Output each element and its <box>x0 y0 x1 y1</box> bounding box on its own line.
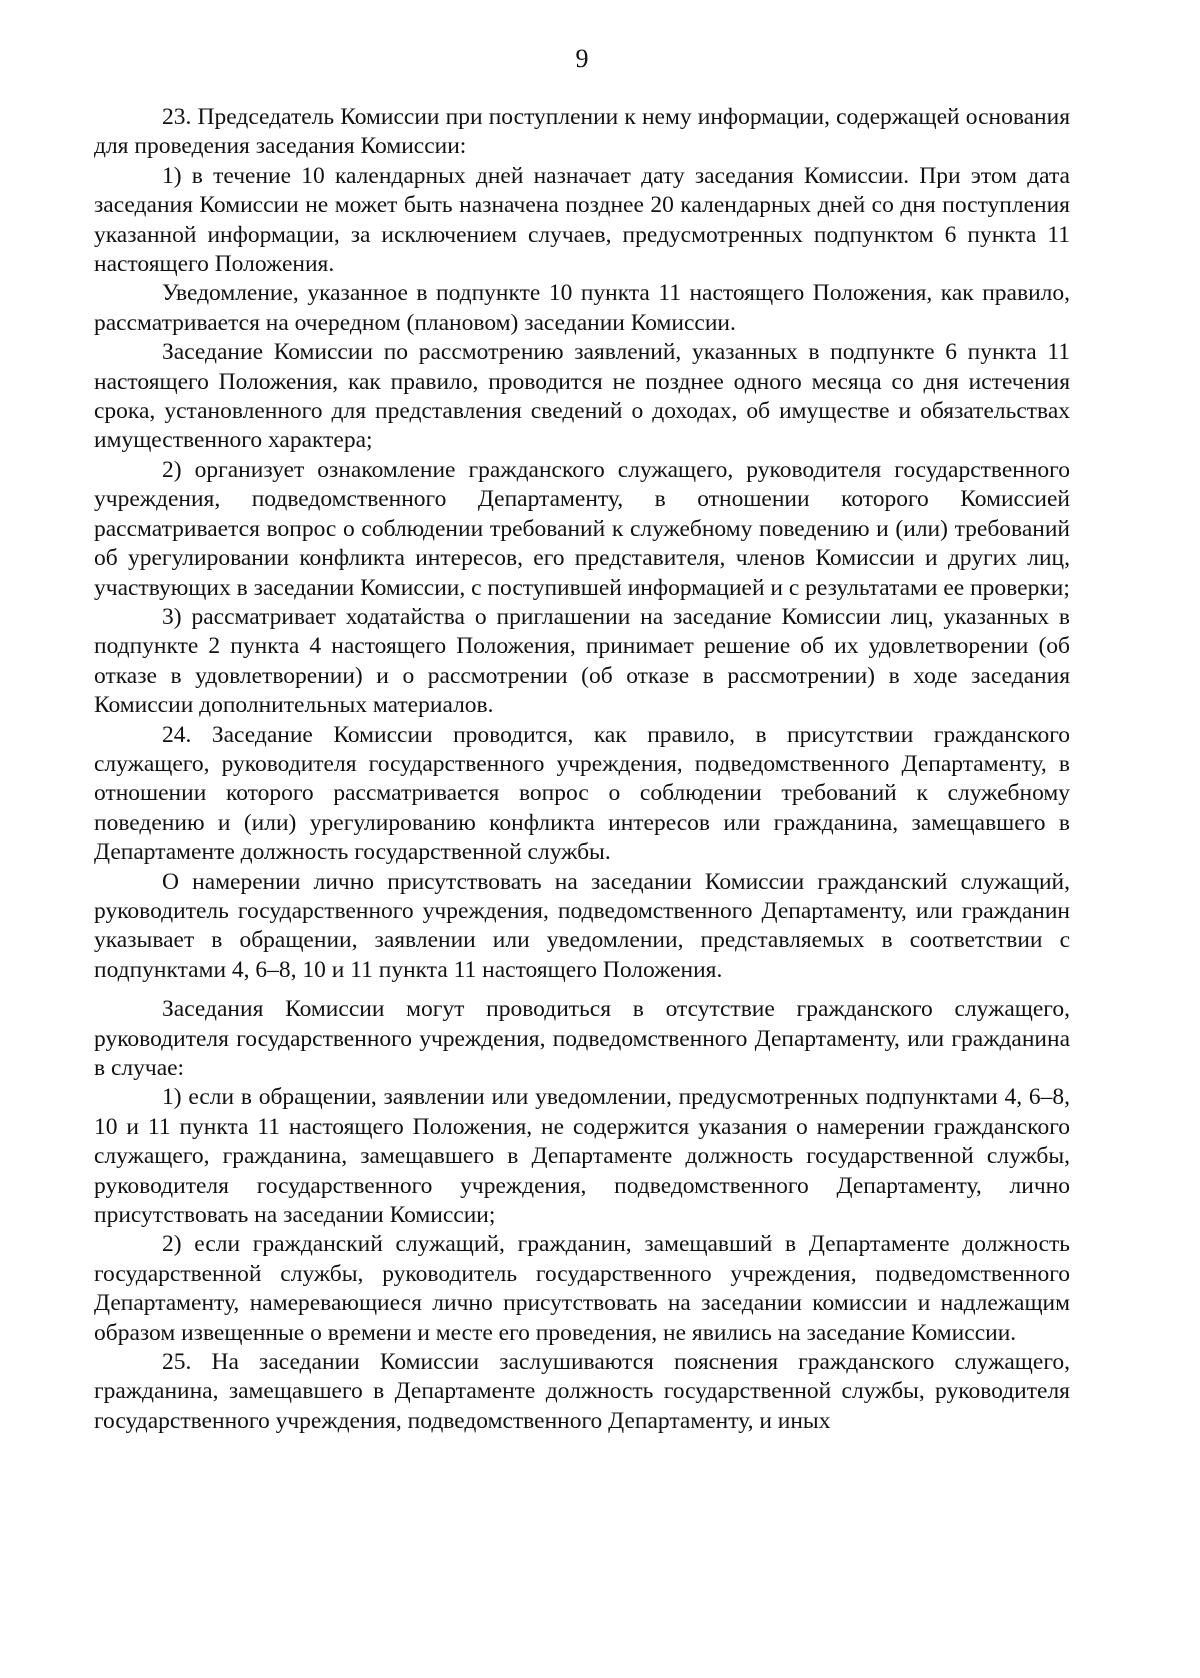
paragraph-23-item-1: 1) в течение 10 календарных дней назначает дату заседания Комиссии. При этом дата заседания Комиссии не может быть назначена позднее 20 календарных дней со дня поступления указанной информации, за исключением случаев, предусмотренных подпунктом 6 пункта 11 настоящего Положения. <box>94 162 1070 278</box>
paragraph-24: 24. Заседание Комиссии проводится, как правило, в присутствии гражданского служащего, руководителя государственного учреждения, подведомственного Департаменту, в отношении которого рассматривается вопрос о соблюдении требований к служебному поведению и (или) урегулированию конфликта интересов или гражданина, замещавшего в Департаменте должность государственной службы. <box>94 721 1070 866</box>
paragraph-23: 23. Председатель Комиссии при поступлении к нему информации, содержащей основания для проведения заседания Комиссии: <box>94 104 1070 160</box>
paragraph-meeting-applications: Заседание Комиссии по рассмотрению заявлений, указанных в подпункте 6 пункта 11 настоящего Положения, как правило, проводится не позднее одного месяца со дня истечения срока, установленного для представления сведений о доходах, об имуществе и обязательствах имущественного характера; <box>94 339 1070 454</box>
paragraph-absence-cases: Заседания Комиссии могут проводиться в отсутствие гражданского служащего, руководителя государственного учреждения, подведомственного Департаменту, или гражданина в случае: <box>94 996 1070 1081</box>
paragraph-23-item-2: 2) организует ознакомление гражданского служащего, руководителя государственного учреждения, подведомственного Департаменту, в отношении которого Комиссией рассматривается вопрос о соблюдении требований к служебному поведению и (или) требований об урегулировании конфликта интересов, его представителя, членов Комиссии и других лиц, участвующих в заседании Комиссии, с поступившей информацией и с результатами ее проверки; <box>94 456 1070 601</box>
document-body <box>94 103 1070 1436</box>
paragraph-intention-attend: О намерении лично присутствовать на заседании Комиссии гражданский служащий, руководитель государственного учреждения, подведомственного Департаменту, или гражданин указывает в обращении, заявлении или уведомлении, представляемых в соответствии с подпунктами 4, 6–8, 10 и 11 пункта 11 настоящего Положения. <box>94 868 1070 983</box>
paragraph-23-item-3: 3) рассматривает ходатайства о приглашении на заседание Комиссии лиц, указанных в подпункте 2 пункта 4 настоящего Положения, принимает решение об их удовлетворении (об отказе в удовлетворении) и о рассмотрении (об отказе в рассмотрении) в ходе заседания Комиссии дополнительных материалов. <box>94 603 1070 719</box>
paragraph-notification: Уведомление, указанное в подпункте 10 пункта 11 настоящего Положения, как правило, рассматривается на очередном (плановом) заседании Комиссии. <box>94 280 1070 336</box>
paragraph-absence-item-1: 1) если в обращении, заявлении или уведомлении, предусмотренных подпунктами 4, 6–8, 10 и 11 пункта 11 настоящего Положения, не содержится указания о намерении гражданского служащего, гражданина, замещавшего в Департаменте должность государственной службы, руководителя государственного учреждения, подведомственного Департаменту, лично присутствовать на заседании Комиссии; <box>94 1084 1070 1229</box>
paragraph-25: 25. На заседании Комиссии заслушиваются пояснения гражданского служащего, гражданина, замещавшего в Департаменте должность государственной службы, руководителя государственного учреждения, подведомственного Департаменту, и иных <box>94 1349 1070 1434</box>
paragraph-absence-item-2: 2) если гражданский служащий, гражданин, замещавший в Департаменте должность государственной службы, руководитель государственного учреждения, подведомственного Департаменту, намеревающиеся лично присутствовать на заседании комиссии и надлежащим образом извещенные о времени и месте его проведения, не явились на заседание Комиссии. <box>94 1231 1070 1346</box>
page-number: 9 <box>575 44 589 73</box>
document-page <box>94 42 1070 1652</box>
